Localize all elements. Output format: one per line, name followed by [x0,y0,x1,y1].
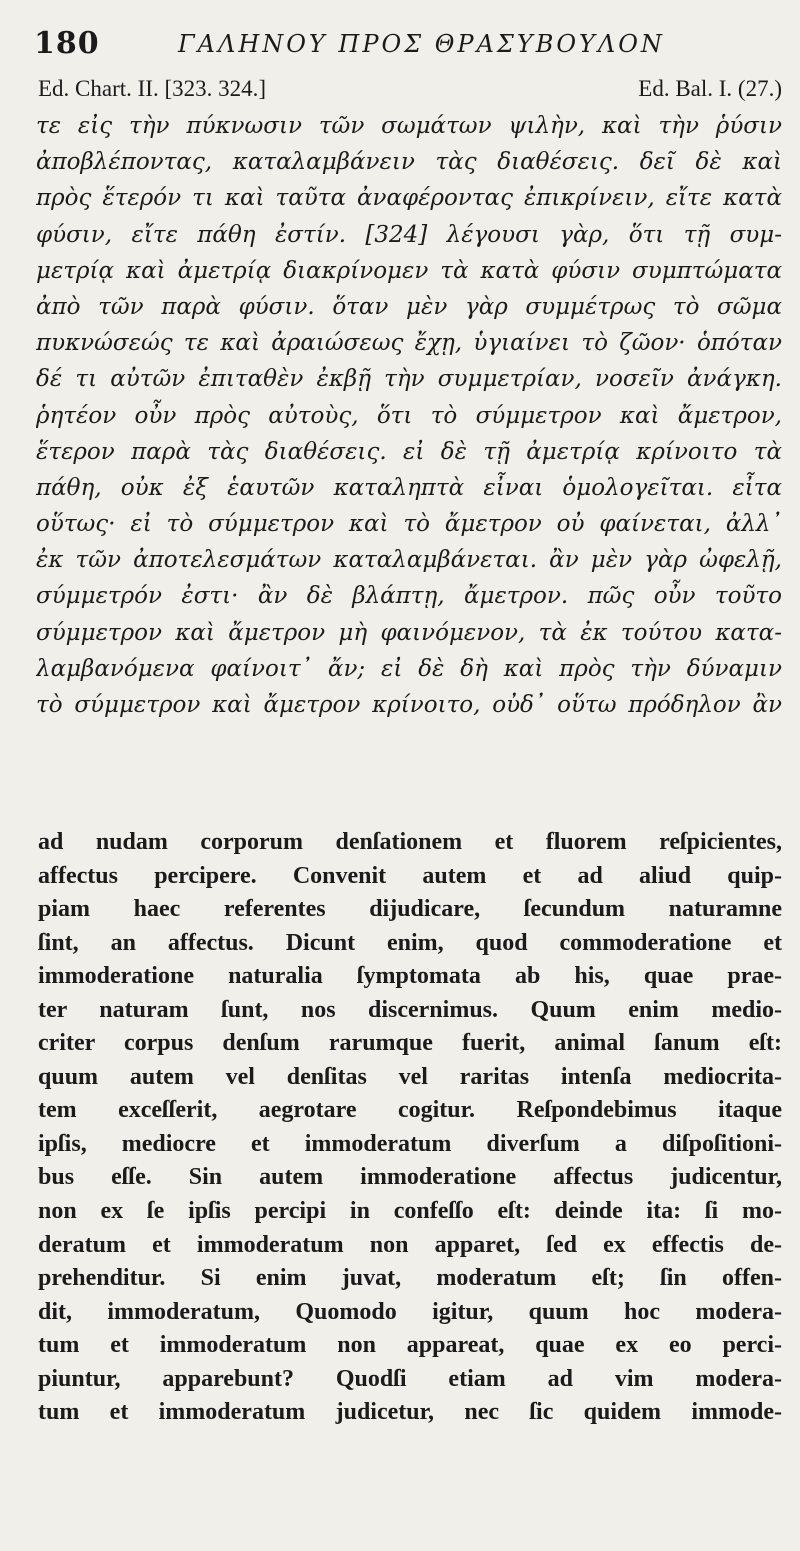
latin-text-line: piuntur, apparebunt? Quodſi etiam ad vim modera- [38,1365,782,1392]
running-head [30,26,770,66]
greek-text-line: σύμμετρόν ἐστι· ἂν δὲ βλάπτῃ, ἄμετρον. πῶς οὖν τοῦτο [36,583,782,610]
greek-text-line: ἐκ τῶν ἀποτελεσμάτων καταλαμβάνεται. ἂν μὲν γὰρ ὠφελῇ, [36,547,782,574]
latin-text-line: ſint, an affectus. Dicunt enim, quod commoderatione et [38,929,782,956]
latin-text-line: affectus percipere. Convenit autem et ad aliud quip- [38,862,782,889]
greek-text-line: ῥητέον οὖν πρὸς αὐτοὺς, ὅτι τὸ σύμμετρον καὶ ἄμετρον, [36,402,782,429]
latin-text-line: quum autem vel denſitas vel raritas intenſa mediocrita- [38,1063,782,1090]
greek-text-line: φύσιν, εἴτε πάθη ἐστίν. [324] λέγουσι γὰρ, ὅτι τῇ συμ- [36,221,782,248]
greek-text-line: πρὸς ἕτερόν τι καὶ ταῦτα ἀναφέροντας ἐπικρίνειν, εἴτε κατὰ [36,185,782,212]
greek-text-line: σύμμετρον καὶ ἄμετρον μὴ φαινόμενον, τὰ ἐκ τούτου κατα- [36,619,782,646]
edition-basel-reference: Ed. Bal. I. (27.) [638,76,782,101]
latin-text-line: deratum et immoderatum non apparet, ſed ex effectis de- [38,1231,782,1258]
greek-text-line: τε εἰς τὴν πύκνωσιν τῶν σωμάτων ψιλὴν, καὶ τὴν ῥύσιν [36,113,782,139]
latin-text-line: tum et immoderatum judicetur, nec ſic quidem immode- [38,1399,782,1426]
greek-text-line: λαμβανόμενα φαίνοιτ᾽ ἄν; εἰ δὲ δὴ καὶ πρὸς τὴν δύναμιν [36,655,782,682]
latin-text-line: ad nudam corporum denſationem et fluorem reſpicientes, [38,829,782,855]
latin-text-line: bus eſſe. Sin autem immoderatione affectus judicentur, [38,1164,782,1191]
latin-text-line: dit, immoderatum, Quomodo igitur, quum hoc modera- [38,1298,782,1325]
latin-text-line: tum et immoderatum non appareat, quae ex eo perci- [38,1332,782,1359]
latin-translation-block [38,826,782,1430]
latin-text-line: criter corpus denſum rarumque fuerit, animal ſanum eſt: [38,1030,782,1057]
latin-text-line: ter naturam ſunt, nos discernimus. Quum enim medio- [38,996,782,1023]
page-number: 180 [34,26,100,61]
greek-text-line: πάθη, οὐκ ἐξ ἑαυτῶν καταληπτὰ εἶναι ὁμολογεῖται. εἶτα [36,474,782,501]
latin-text-line: non ex ſe ipſis percipi in confeſſo eſt: deinde ita: ſi mo- [38,1198,782,1225]
greek-text-line: ἀποβλέποντας, καταλαμβάνειν τὰς διαθέσεις. δεῖ δὲ καὶ [36,149,782,176]
greek-text-block [36,108,782,723]
latin-text-line: ipſis, mediocre et immoderatum diverſum a diſpoſitioni- [38,1130,782,1157]
greek-text-line: ἕτερον παρὰ τὰς διαθέσεις. εἰ δὲ τῇ ἀμετρίᾳ κρίνοιτο τὰ [36,438,782,465]
edition-reference-line [38,76,782,106]
greek-text-line: δέ τι αὐτῶν ἐπιταθὲν ἐκβῇ τὴν συμμετρίαν, νοσεῖν ἀνάγκη. [36,366,782,393]
greek-text-line: οὕτως· εἰ τὸ σύμμετρον καὶ τὸ ἄμετρον οὐ φαίνεται, ἀλλ᾽ [36,511,782,538]
latin-text-line: piam haec referentes dijudicare, ſecundum naturamne [38,896,782,923]
latin-text-line: tem exceſſerit, aegrotare cogitur. Reſpondebimus itaque [38,1097,782,1124]
greek-text-line: μετρίᾳ καὶ ἀμετρίᾳ διακρίνομεν τὰ κατὰ φύσιν συμπτώματα [36,257,782,284]
latin-text-line: prehenditur. Si enim juvat, moderatum eſt; ſin offen- [38,1265,782,1292]
greek-text-line: τὸ σύμμετρον καὶ ἄμετρον κρίνοιτο, οὐδ᾽ οὕτω πρόδηλον ἂν [36,692,782,718]
greek-text-line: πυκνώσεώς τε καὶ ἀραιώσεως ἔχῃ, ὑγιαίνει τὸ ζῶον· ὁπόταν [36,330,782,357]
running-title: ΓΑΛΗΝΟΥ ΠΡΟΣ ΘΡΑΣΥΒΟΥΛΟΝ [178,30,665,58]
latin-text-line: immoderatione naturalia ſymptomata ab his, quae prae- [38,963,782,990]
greek-text-line: ἀπὸ τῶν παρὰ φύσιν. ὅταν μὲν γὰρ συμμέτρως τὸ σῶμα [36,293,782,320]
edition-chartier-reference: Ed. Chart. II. [323. 324.] [38,76,267,101]
